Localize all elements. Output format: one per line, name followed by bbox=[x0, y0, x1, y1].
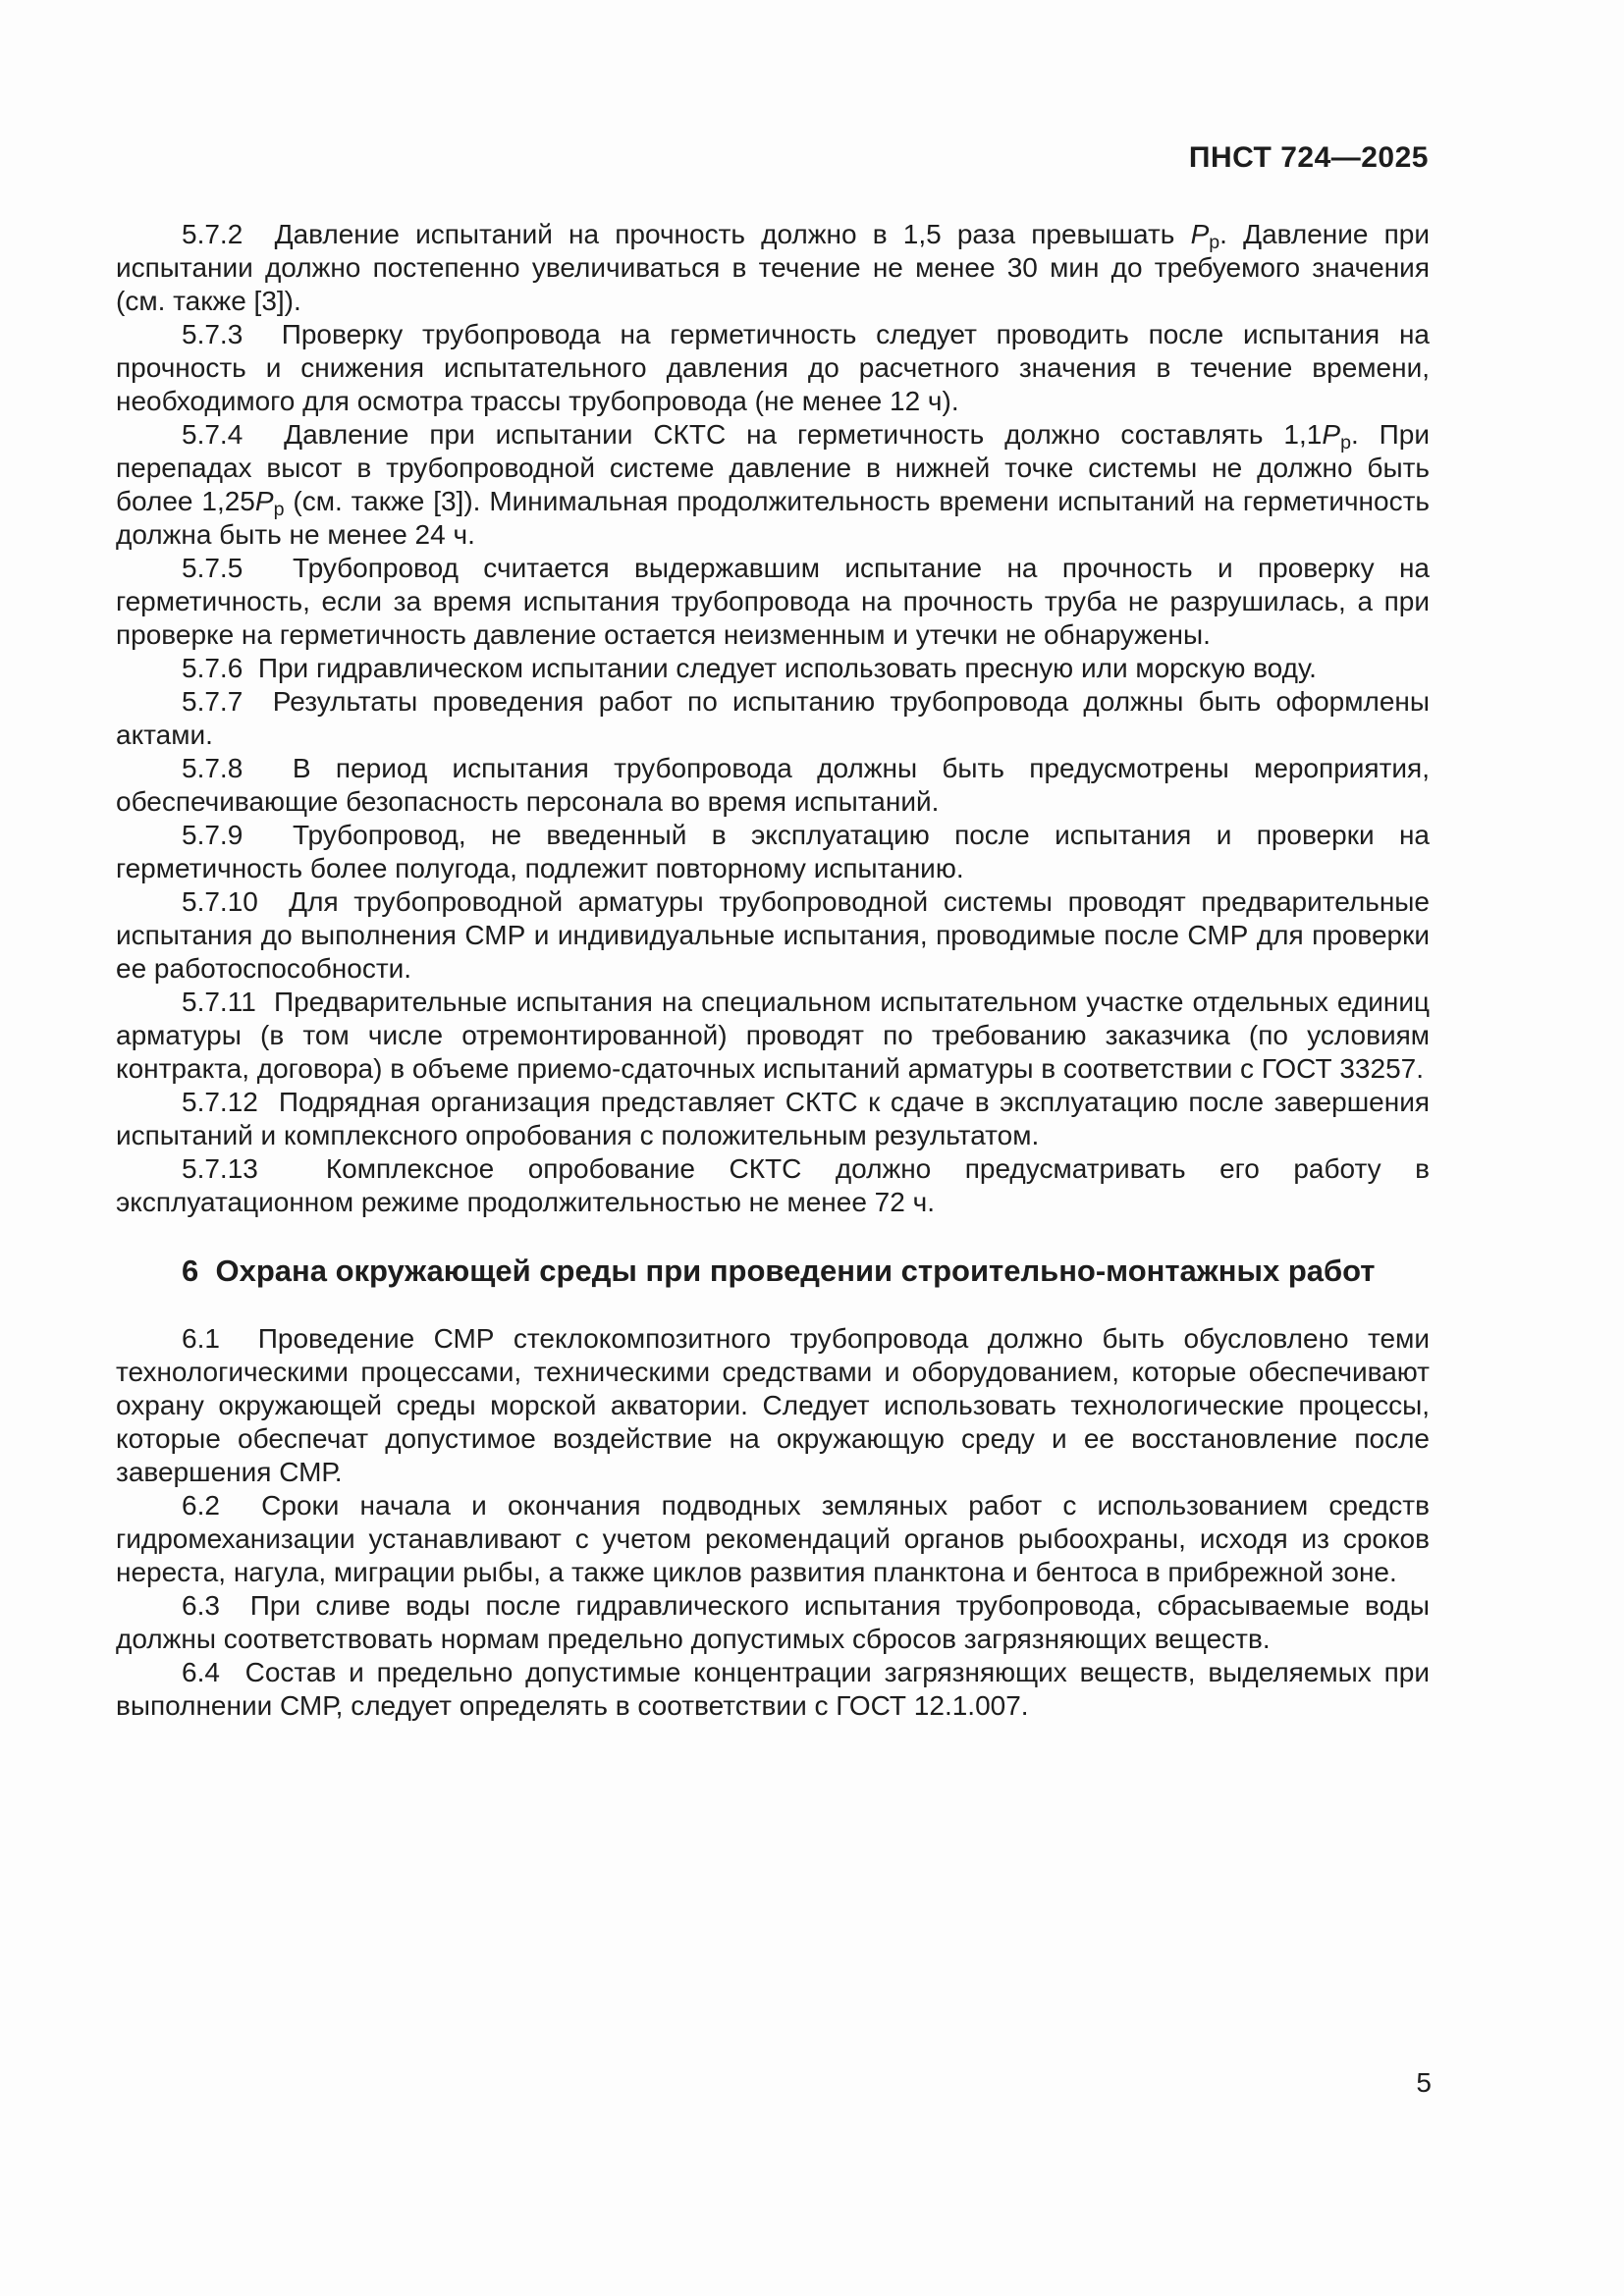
text-run: 6.1 Проведение СМР стеклокомпозитного трубопровода должно быть обусловлено теми технологическими процессами, техническими средствами и оборудованием, которые обеспечивают охрану окружающей среды морской акватории. Следует использовать технологические процессы, которые обеспечат допустимое воздействие на окружающую среду и ее восстановление после завершения СМР. bbox=[116, 1323, 1430, 1487]
formula-sub: р bbox=[1209, 232, 1220, 254]
text-run: 5.7.4 Давление при испытании СКТС на герметичность должно составлять 1,1 bbox=[182, 419, 1323, 450]
text-run: 5.7.13 Комплексное опробование СКТС должно предусматривать его работу в эксплуатационном режиме продолжительностью не менее 72 ч. bbox=[116, 1153, 1430, 1217]
text-run: 5.7.5 Трубопровод считается выдержавшим испытание на прочность и проверку на герметичность, если за время испытания трубопровода на прочность труба не разрушилась, а при проверке на герметичность давление остается неизменным и утечки не обнаружены. bbox=[116, 553, 1430, 650]
clause-5.7.13 bbox=[116, 1152, 1430, 1219]
clause-6.3 bbox=[116, 1589, 1430, 1656]
clause-5.7.4 bbox=[116, 418, 1430, 552]
clause-5.7.9 bbox=[116, 819, 1430, 885]
clause-6.2 bbox=[116, 1489, 1430, 1589]
clause-5.7.11 bbox=[116, 986, 1430, 1086]
text-run: 5.7.11 Предварительные испытания на специальном испытательном участке отдельных единиц арматуры (в том числе отремонтированной) проводят по требованию заказчика (по условиям контракта, договора) в объеме приемо-сдаточных испытаний арматуры в соответствии с ГОСТ 33257. bbox=[116, 987, 1430, 1084]
clause-5.7.12 bbox=[116, 1086, 1430, 1152]
section-6-heading: 6 Охрана окружающей среды при проведении строительно-монтажных работ bbox=[182, 1254, 1376, 1288]
clauses-5-7-block bbox=[116, 218, 1430, 1219]
document-body bbox=[116, 218, 1430, 1723]
formula-sub: р bbox=[273, 499, 285, 521]
text-run: 5.7.10 Для трубопроводной арматуры трубопроводной системы проводят предварительные испытания до выполнения СМР и индивидуальные испытания, проводимые после СМР для проверки ее работоспособности. bbox=[116, 886, 1430, 984]
text-run: 5.7.3 Проверку трубопровода на герметичность следует проводить после испытания на прочность и снижения испытательного давления до расчетного значения в течение времени, необходимого для осмотра трассы трубопровода (не менее 12 ч). bbox=[116, 319, 1430, 416]
text-run: 5.7.7 Результаты проведения работ по испытанию трубопровода должны быть оформлены актами. bbox=[116, 686, 1430, 750]
page-number: 5 bbox=[1416, 2067, 1432, 2098]
text-run: 6.4 Состав и предельно допустимые концентрации загрязняющих веществ, выделяемых при выполнении СМР, следует определять в соответствии с ГОСТ 12.1.007. bbox=[116, 1657, 1430, 1721]
clauses-6-block bbox=[116, 1322, 1430, 1723]
text-run: 5.7.2 Давление испытаний на прочность должно в 1,5 раза превышать bbox=[182, 219, 1191, 249]
clause-5.7.5 bbox=[116, 552, 1430, 652]
text-run: 6.3 При сливе воды после гидравлического испытания трубопровода, сбрасываемые воды должны соответствовать нормам предельно допустимых сбросов загрязняющих веществ. bbox=[116, 1590, 1430, 1654]
clause-5.7.6 bbox=[116, 652, 1430, 685]
clause-5.7.7 bbox=[116, 685, 1430, 752]
clause-6.1 bbox=[116, 1322, 1430, 1489]
text-run: . При перепадах высот в трубопроводной системе давление в нижней точке системы не должно быть более 1,25 bbox=[116, 419, 1431, 516]
text-run: . Давление при испытании должно постепенно увеличиваться в течение не менее 30 мин до требуемого значения (см. также [3]). bbox=[116, 219, 1430, 316]
clause-5.7.8 bbox=[116, 752, 1430, 819]
formula-var: P bbox=[1190, 219, 1210, 249]
text-run: 5.7.8 В период испытания трубопровода должны быть предусмотрены мероприятия, обеспечивающие безопасность персонала во время испытаний. bbox=[116, 753, 1430, 817]
text-run: 5.7.12 Подрядная организация представляет СКТС к сдаче в эксплуатацию после завершения испытаний и комплексного опробования с положительным результатом. bbox=[116, 1087, 1430, 1150]
clause-5.7.10 bbox=[116, 885, 1430, 986]
formula-var: P bbox=[254, 486, 274, 516]
text-run: 6.2 Сроки начала и окончания подводных земляных работ с использованием средств гидромеханизации устанавливают с учетом рекомендаций органов рыбоохраны, исходя из сроков нереста, нагула, миграции рыбы, а также циклов развития планктона и бентоса в прибрежной зоне. bbox=[116, 1490, 1430, 1587]
text-run: (см. также [3]). Минимальная продолжительность времени испытаний на герметичность должна быть не менее 24 ч. bbox=[116, 486, 1430, 550]
text-run: 5.7.6 При гидравлическом испытании следует использовать пресную или морскую воду. bbox=[182, 653, 1317, 683]
text-run: 5.7.9 Трубопровод, не введенный в эксплуатацию после испытания и проверки на герметичность более полугода, подлежит повторному испытанию. bbox=[116, 820, 1430, 883]
formula-var: P bbox=[1322, 419, 1341, 450]
document-code-header: ПНСТ 724—2025 bbox=[1188, 141, 1429, 174]
formula-sub: р bbox=[1340, 432, 1351, 454]
clause-5.7.3 bbox=[116, 318, 1430, 418]
clause-6.4 bbox=[116, 1656, 1430, 1723]
clause-5.7.2 bbox=[116, 218, 1430, 318]
